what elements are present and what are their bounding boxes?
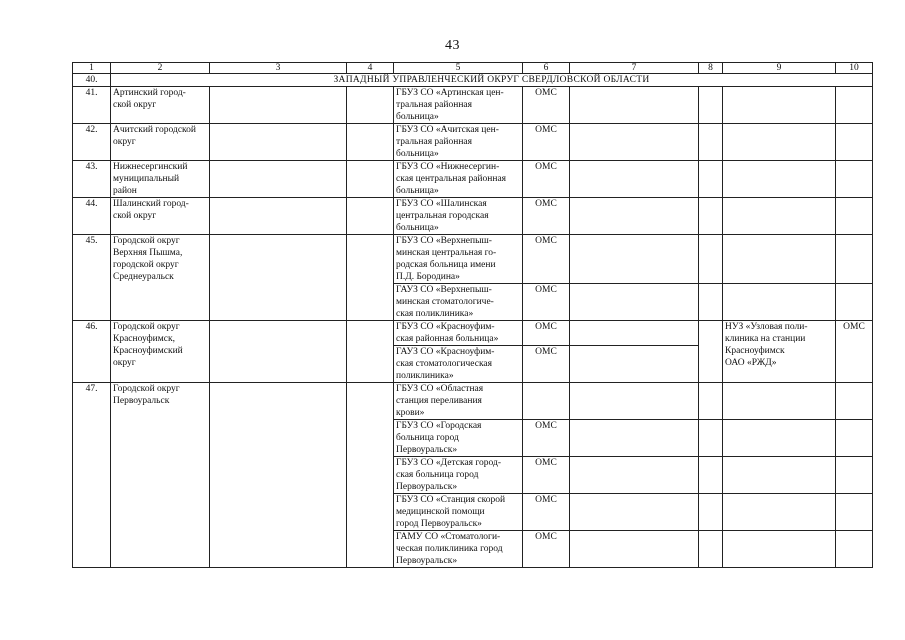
row-number: 44. xyxy=(73,198,111,235)
empty-cell xyxy=(210,235,347,321)
row-number: 46. xyxy=(73,321,111,383)
funding-source: ОМС xyxy=(523,531,570,568)
table-row xyxy=(73,198,873,235)
organization-name: ГБУЗ СО «Нижнесергин- ская центральная районная больница» xyxy=(394,161,523,198)
territory-name: Городской округ Первоуральск xyxy=(111,383,210,568)
empty-cell xyxy=(836,198,873,235)
organization-name: ГАУЗ СО «Красноуфим- ская стоматологическая поликлиника» xyxy=(394,346,523,383)
funding-source: ОМС xyxy=(523,198,570,235)
section-title: ЗАПАДНЫЙ УПРАВЛЕНЧЕСКИЙ ОКРУГ СВЕРДЛОВСКОЙ ОБЛАСТИ xyxy=(111,74,873,87)
table-row xyxy=(73,235,873,284)
empty-cell xyxy=(836,383,873,420)
territory-name: Городской округ Верхняя Пышма, городской округ Среднеуральск xyxy=(111,235,210,321)
empty-cell xyxy=(723,494,836,531)
territory-name: Нижнесергинский муниципальный район xyxy=(111,161,210,198)
empty-cell xyxy=(723,284,836,321)
empty-cell xyxy=(699,494,723,531)
empty-cell xyxy=(570,457,699,494)
column-number-cell: 1 xyxy=(73,63,111,74)
empty-cell xyxy=(570,346,699,383)
territory-name: Городской округ Красноуфимск, Красноуфимский округ xyxy=(111,321,210,383)
empty-cell xyxy=(723,235,836,284)
empty-cell xyxy=(347,161,394,198)
empty-cell xyxy=(570,494,699,531)
organization-name: ГБУЗ СО «Городская больница город Первоуральск» xyxy=(394,420,523,457)
funding-source: ОМС xyxy=(523,161,570,198)
organization-name: ГАМУ СО «Стоматологи- ческая поликлиника город Первоуральск» xyxy=(394,531,523,568)
empty-cell xyxy=(836,161,873,198)
row-number: 40. xyxy=(73,74,111,87)
row-number: 42. xyxy=(73,124,111,161)
empty-cell xyxy=(570,198,699,235)
empty-cell xyxy=(570,420,699,457)
empty-cell xyxy=(699,457,723,494)
empty-cell xyxy=(210,383,347,568)
funding-source: ОМС xyxy=(523,284,570,321)
empty-cell xyxy=(723,420,836,457)
empty-cell xyxy=(347,198,394,235)
organization-name: ГБУЗ СО «Областная станция переливания крови» xyxy=(394,383,523,420)
column-number-cell: 2 xyxy=(111,63,210,74)
row-number: 41. xyxy=(73,87,111,124)
empty-cell xyxy=(210,87,347,124)
column-number-cell: 4 xyxy=(347,63,394,74)
empty-cell xyxy=(836,235,873,284)
empty-cell xyxy=(836,284,873,321)
empty-cell xyxy=(699,420,723,457)
table-row xyxy=(73,383,873,420)
column-number-cell: 8 xyxy=(699,63,723,74)
empty-cell xyxy=(570,531,699,568)
empty-cell xyxy=(723,531,836,568)
row-number: 43. xyxy=(73,161,111,198)
organization-name: ГАУЗ СО «Верхнепыш- минская стоматологиче- ская поликлиника» xyxy=(394,284,523,321)
empty-cell xyxy=(570,284,699,321)
empty-cell xyxy=(699,531,723,568)
empty-cell xyxy=(699,284,723,321)
table-row xyxy=(73,124,873,161)
funding-source: ОМС xyxy=(523,235,570,284)
column-number-cell: 5 xyxy=(394,63,523,74)
empty-cell xyxy=(570,235,699,284)
empty-cell xyxy=(699,321,723,383)
empty-cell xyxy=(836,124,873,161)
row-number: 45. xyxy=(73,235,111,321)
empty-cell xyxy=(723,161,836,198)
funding-source: ОМС xyxy=(523,321,570,346)
section-row xyxy=(73,74,873,87)
empty-cell xyxy=(210,198,347,235)
funding-source: ОМС xyxy=(523,87,570,124)
empty-cell xyxy=(210,321,347,383)
organization-name: ГБУЗ СО «Красноуфим- ская районная больница» xyxy=(394,321,523,346)
empty-cell xyxy=(723,87,836,124)
organization-name: ГБУЗ СО «Верхнепыш- минская центральная го- родская больница имени П.Д. Бородина» xyxy=(394,235,523,284)
empty-cell xyxy=(723,383,836,420)
territory-name: Артинский город- ской округ xyxy=(111,87,210,124)
funding-source xyxy=(523,383,570,420)
empty-cell xyxy=(210,161,347,198)
funding-source: ОМС xyxy=(523,346,570,383)
empty-cell xyxy=(723,198,836,235)
organization-name: ГБУЗ СО «Ачитская цен- тральная районная больница» xyxy=(394,124,523,161)
table-row xyxy=(73,161,873,198)
empty-cell xyxy=(347,124,394,161)
empty-cell xyxy=(570,161,699,198)
table-row xyxy=(73,321,873,346)
row-number: 47. xyxy=(73,383,111,568)
empty-cell xyxy=(723,124,836,161)
empty-cell xyxy=(836,494,873,531)
organization-name: ГБУЗ СО «Артинская цен- тральная районная больница» xyxy=(394,87,523,124)
medical-organizations-table xyxy=(72,62,873,568)
page-number: 43 xyxy=(445,38,460,53)
column-number-cell: 10 xyxy=(836,63,873,74)
empty-cell xyxy=(836,457,873,494)
extra-organization-name: НУЗ «Узловая поли- клиника на станции Красноуфимск ОАО «РЖД» xyxy=(723,321,836,383)
funding-source: ОМС xyxy=(523,420,570,457)
organization-name: ГБУЗ СО «Детская город- ская больница город Первоуральск» xyxy=(394,457,523,494)
empty-cell xyxy=(570,383,699,420)
column-number-row xyxy=(73,63,873,74)
empty-cell xyxy=(210,124,347,161)
territory-name: Ачитский городской округ xyxy=(111,124,210,161)
empty-cell xyxy=(836,420,873,457)
empty-cell xyxy=(836,87,873,124)
funding-source: ОМС xyxy=(523,124,570,161)
empty-cell xyxy=(699,198,723,235)
table-body xyxy=(73,63,873,568)
empty-cell xyxy=(347,235,394,321)
column-number-cell: 6 xyxy=(523,63,570,74)
empty-cell xyxy=(723,457,836,494)
organization-name: ГБУЗ СО «Шалинская центральная городская больница» xyxy=(394,198,523,235)
extra-funding-source: ОМС xyxy=(836,321,873,383)
empty-cell xyxy=(836,531,873,568)
funding-source: ОМС xyxy=(523,457,570,494)
empty-cell xyxy=(347,383,394,568)
funding-source: ОМС xyxy=(523,494,570,531)
empty-cell xyxy=(699,383,723,420)
empty-cell xyxy=(570,87,699,124)
empty-cell xyxy=(570,321,699,346)
organization-name: ГБУЗ СО «Станция скорой медицинской помощи город Первоуральск» xyxy=(394,494,523,531)
empty-cell xyxy=(699,235,723,284)
column-number-cell: 9 xyxy=(723,63,836,74)
empty-cell xyxy=(699,161,723,198)
territory-name: Шалинский город- ской округ xyxy=(111,198,210,235)
column-number-cell: 7 xyxy=(570,63,699,74)
column-number-cell: 3 xyxy=(210,63,347,74)
empty-cell xyxy=(699,124,723,161)
empty-cell xyxy=(347,87,394,124)
empty-cell xyxy=(347,321,394,383)
empty-cell xyxy=(570,124,699,161)
table-row xyxy=(73,87,873,124)
empty-cell xyxy=(699,87,723,124)
